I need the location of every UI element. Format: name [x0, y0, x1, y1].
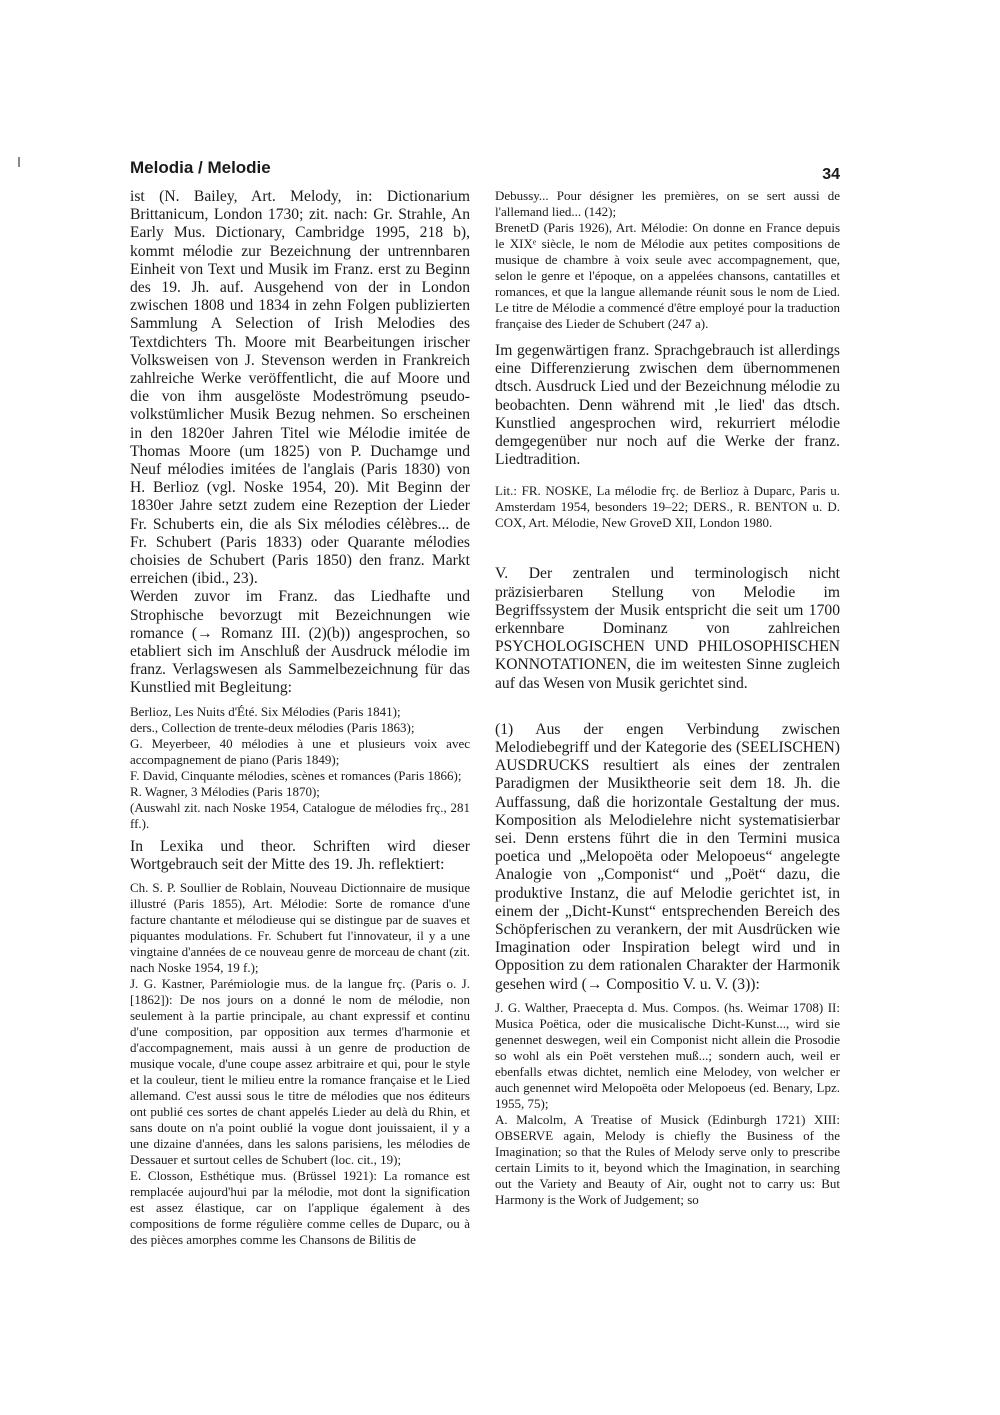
- paragraph-romance: Werden zuvor im Franz. das Liedhafte und Strophische bevorzugt mit Bezeichnungen wie romance (→ Romanz III. (2)(b)) angesprochen, so etabliert sich im Anschluß der Ausdruck mélodie im franz. Verlagswesen als Sammelbezeichnung für das Kunstlied mit Begleitung:: [130, 588, 470, 697]
- citation-meyerbeer: G. Meyerbeer, 40 mélodies à une et plusieurs voix avec accompagnement de piano (Paris 1849);: [130, 735, 470, 767]
- paragraph-origin: ist (N. Bailey, Art. Melody, in: Dictionarium Brittanicum, London 1730; zit. nach: Gr. Strahle, An Early Mus. Dictionary, Cambridge 1995, 218 b), kommt mélodie zur Bezeichnung der untrennbaren Einheit von Text und Musik im Franz. erst zu Beginn des 19. Jh. auf. Ausgehend von der in London zwischen 1808 und 1834 in zehn Folgen publizierten Sammlung A Selection of Irish Melodies des Textdichters Th. Moore mit Bearbeitungen irischer Volksweisen von J. Stevenson werden in Frankreich zahlreiche Werke veröffentlicht, die auf Moore und die von ihm ausgelöste Modeströmung pseudo-volkstümlicher Musik Bezug nehmen. So erscheinen in den 1820er Jahren Titel wie Mélodie imitée de Thomas Moore (um 1825) von P. Duchamge und Neuf mélodies imitées de l'anglais (Paris 1830) von H. Berlioz (vgl. Noske 1954, 20). Mit Beginn der 1830er Jahre setzt zudem eine Rezeption der Lieder Fr. Schuberts ein, die als Six mélodies célèbres... de Fr. Schubert (Paris 1833) oder Quarante mélodies choisies de Schubert (Paris 1850) den franz. Markt erreichen (ibid., 23).: [130, 188, 470, 588]
- citation-closson: E. Closson, Esthétique mus. (Brüssel 1921): La romance est remplacée aujourd'hui par la mélodie, mot dont la signification est assez élastique, car on l'applique également à des compositions de forme régulière comme celles de Duparc, ou à des pièces amorphes comme les Chansons de Bilitis de: [130, 1168, 470, 1248]
- citation-soullier: Ch. S. P. Soullier de Roblain, Nouveau Dictionnaire de musique illustré (Paris 1855), Art. Mélodie: Sorte de romance d'une facture chantante et mélodieuse qui se distingue par de suaves et piquantes modulations. Fr. Schubert fut l'innovateur, il y a une vingtaine d'années de ce nouveau genre de morceau de chant (zit. nach Noske 1954, 19 f.);: [130, 880, 470, 976]
- page-number: 34: [822, 166, 840, 183]
- right-column: [495, 188, 840, 1208]
- paragraph-lexika: In Lexika und theor. Schriften wird dieser Wortgebrauch seit der Mitte des 19. Jh. reflektiert:: [130, 837, 470, 873]
- citation-ders: ders., Collection de trente-deux mélodies (Paris 1863);: [130, 719, 415, 735]
- citation-berlioz: Berlioz, Les Nuits d'Été. Six Mélodies (Paris 1841);: [130, 703, 401, 719]
- citation-david: F. David, Cinquante mélodies, scènes et romances (Paris 1866);: [130, 767, 462, 783]
- citation-malcolm: A. Malcolm, A Treatise of Musick (Edinburgh 1721) XIII: OBSERVE again, Melody is chiefly the Business of the Imagination; so that the Rules of Melody serve only to prescribe certain Limits to it, beyond which the Imagination, in searching out the Variety and Beauty of Air, ought not to carry us: But Harmony is the Work of Judgement; so: [495, 1111, 840, 1207]
- left-column: [130, 188, 470, 1248]
- citation-walther: J. G. Walther, Praecepta d. Mus. Compos. (hs. Weimar 1708) II: Musica Poëtica, oder die musicalische Dicht-Kunst..., wird sie genennet deswegen, weil ein Componist nicht allein die Prosodie so wohl als ein Poët verstehen muß...; sondern auch, weil er ebenfalls etwas dichtet, nemlich eine Melodey, von welcher er auch genennet wird Melopoëta oder Melopoeus (ed. Benary, Lpz. 1955, 75);: [495, 999, 840, 1111]
- literature-reference: Lit.: FR. NOSKE, La mélodie frç. de Berlioz à Duparc, Paris u. Amsterdam 1954, besonders 19–22; DERS., R. BENTON u. D. COX, Art. Mélodie, New GroveD XII, London 1980.: [495, 483, 840, 531]
- citation-selection-note: (Auswahl zit. nach Noske 1954, Catalogue de mélodies frç., 281 ff.).: [130, 799, 470, 831]
- header-title: Melodia / Melodie: [130, 158, 271, 177]
- running-header: [130, 158, 850, 186]
- section-v-intro: V. Der zentralen und terminologisch nicht präzisierbaren Stellung von Melodie im Begriffssystem der Musik entspricht die seit um 1700 erkennbare Dominanz von zahlreichen PSYCHOLOGISCHEN UND PHILOSOPHISCHEN KONNOTATIONEN, die im weitesten Sinne zugleich auf das Wesen von Musik gerichtet sind.: [495, 565, 840, 692]
- citation-wagner: R. Wagner, 3 Mélodies (Paris 1870);: [130, 783, 320, 799]
- citation-brenet: BrenetD (Paris 1926), Art. Mélodie: On donne en France depuis le XIXᵉ siècle, le nom de Mélodie aux petites compositions de musique de chambre à voix seule avec accompagnement, que, selon le genre et l'époque, on a appelées chansons, cantatilles et romances, et que la langue allemande réunit sous le nom de Lied. Le titre de Mélodie a commencé d'être employé pour la traduction française des Lieder de Schubert (247 a).: [495, 220, 840, 331]
- citation-closson-cont: Debussy... Pour désigner les premières, on se sert aussi de l'allemand lied... (142);: [495, 188, 840, 219]
- paragraph-sprachgebrauch: Im gegenwärtigen franz. Sprachgebrauch ist allerdings eine Differenzierung zwischen dem übernommenen dtsch. Ausdruck Lied und der Bezeichnung mélodie zu beobachten. Denn während mit ‚le lied' das dtsch. Kunstlied angesprochen wird, rekurriert mélodie demgegenüber nur noch auf die Werke der franz. Liedtradition.: [495, 342, 840, 469]
- citation-kastner: J. G. Kastner, Parémiologie mus. de la langue frç. (Paris o. J. [1862]): De nos jours on a donné le nom de mélodie, non seulement à la partie principale, au chant expressif et continu d'une composition, par opposition aux termes d'harmonie et d'accompagnement, mais aussi à un genre de production de musique vocale, d'une coupe assez arbitraire et qui, pour le style et la couleur, tient le milieu entre la romance française et le Lied allemand. C'est aussi sous le titre de mélodies que nos éditeurs ont publié ces sortes de chant appelés Lieder au delà du Rhin, et sans doute on n'a point oublié la vogue dont jouissaient, il y a une dizaine d'années, dans les salons parisiens, les mélodies de Dessauer et surtout celles de Schubert (loc. cit., 19);: [130, 976, 470, 1168]
- scan-margin-mark: [18, 157, 20, 167]
- subsection-1: (1) Aus der engen Verbindung zwischen Melodiebegriff und der Kategorie des (SEELISCHEN) AUSDRUCKS resultiert als eines der zentralen Paradigmen der Musiktheorie seit dem 18. Jh. die Auffassung, daß die horizontale Gestaltung der mus. Komposition als Melodielehre nicht systematisierbar sei. Denn erstens führt die in den Termini musica poetica und „Melopoëta oder Melopoeus“ angelegte Analogie von „Componist“ und „Poët“ dazu, die produktive Instanz, die auf Melodie gerichtet ist, in einem der „Dicht-Kunst“ entsprechenden Bereich des Schöpferischen zu verankern, der mit Ausdrücken wie Imagination oder Inspiration belegt wird und in Opposition zu dem rationalen Charakter der Harmonik gesehen wird (→ Compositio V. u. V. (3)):: [495, 720, 840, 993]
